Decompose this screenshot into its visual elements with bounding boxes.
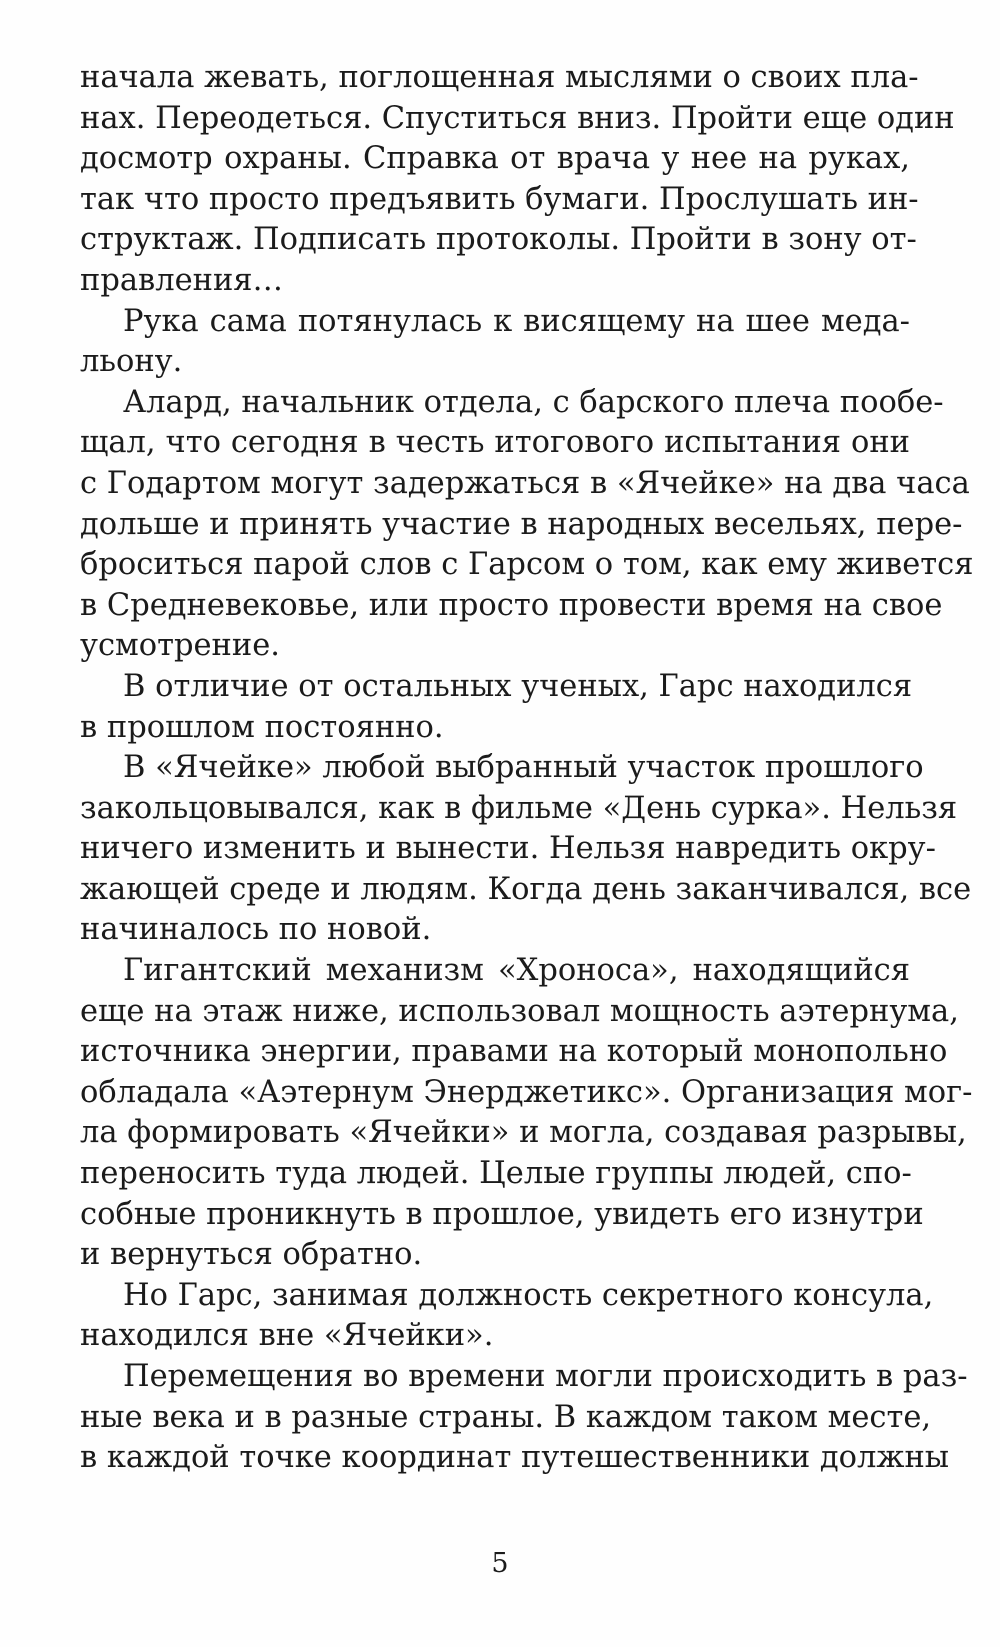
text-line: Рука сама потянулась к висящему на шее меда- xyxy=(123,303,910,339)
text-line: начиналось по новой. xyxy=(80,912,432,948)
text-line: льону. xyxy=(80,344,183,380)
text-line: щал, что сегодня в честь итогового испытания они xyxy=(80,425,910,461)
text-line: находился вне «Ячейки». xyxy=(80,1318,494,1354)
text-line: переносить туда людей. Целые группы людей, спо- xyxy=(80,1156,912,1192)
text-line: с Годартом могут задержаться в «Ячейке» на два часа xyxy=(80,465,970,501)
body-text xyxy=(80,58,974,1479)
text-line: жающей среде и людям. Когда день заканчивался, все xyxy=(80,871,972,907)
text-line: Перемещения во времени могли происходить в раз- xyxy=(123,1359,968,1394)
text-line: Гигантский механизм «Хроноса», находящийся xyxy=(123,953,910,989)
text-line: закольцовывался, как в фильме «День сурка». Нельзя xyxy=(80,790,958,826)
text-line: В отличие от остальных ученых, Гарс находился xyxy=(123,668,913,704)
text-line: структаж. Подписать протоколы. Пройти в зону от- xyxy=(80,222,917,258)
text-line: и вернуться обратно. xyxy=(80,1237,423,1273)
text-line: ничего изменить и вынести. Нельзя навредить окру- xyxy=(80,831,936,867)
text-line: броситься парой слов с Гарсом о том, как ему живется xyxy=(80,547,974,583)
text-line: В «Ячейке» любой выбранный участок прошлого xyxy=(123,750,924,786)
text-line: в Средневековье, или просто провести время на свое xyxy=(80,587,943,623)
text-line: досмотр охраны. Справка от врача у нее на руках, xyxy=(80,141,910,177)
text-line: источника энергии, правами на который монопольно xyxy=(80,1034,948,1070)
text-line: дольше и принять участие в народных весельях, пере- xyxy=(80,506,963,542)
page-number: 5 xyxy=(491,1548,509,1579)
text-line: усмотрение. xyxy=(80,628,280,664)
text-line: в прошлом постоянно. xyxy=(80,709,444,745)
text-line: в каждой точке координат путешественники должны xyxy=(80,1440,950,1476)
text-line: Алард, начальник отдела, с барского плеча пообе- xyxy=(123,384,944,420)
text-line: Но Гарс, занимая должность секретного консула, xyxy=(123,1277,934,1313)
text-line: собные проникнуть в прошлое, увидеть его изнутри xyxy=(80,1196,924,1232)
text-line: еще на этаж ниже, использовал мощность аэтернума, xyxy=(80,993,959,1029)
text-line: нах. Переодеться. Спуститься вниз. Пройти еще один xyxy=(80,100,955,136)
text-line: начала жевать, поглощенная мыслями о своих пла- xyxy=(80,60,919,95)
text-line: правления… xyxy=(80,262,284,298)
text-line: обладала «Аэтернум Энерджетикс». Организация мог- xyxy=(80,1074,973,1110)
text-line: ла формировать «Ячейки» и могла, создавая разрывы, xyxy=(80,1115,967,1151)
text-line: ные века и в разные страны. В каждом таком месте, xyxy=(80,1399,932,1435)
text-line: так что просто предъявить бумаги. Прослушать ин- xyxy=(80,181,919,217)
